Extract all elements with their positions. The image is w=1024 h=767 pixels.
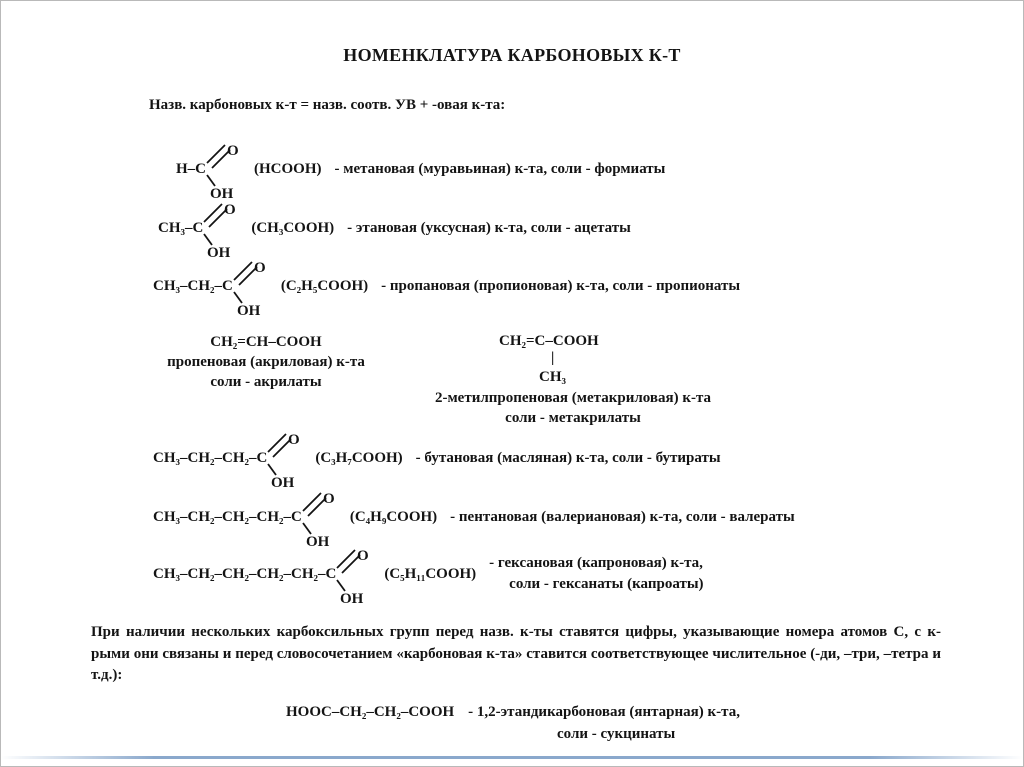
chain-formula: CH₃–CH₂–CH₂–C xyxy=(153,449,268,466)
carboxyl-group-diagram xyxy=(302,486,340,548)
carboxyl-group-diagram xyxy=(267,427,305,489)
hydroxyl-label: OH xyxy=(340,591,364,607)
succinic-formula: HOOC–CH₂–CH₂–COOH xyxy=(286,704,455,720)
condensed-formula: (C₃H₇COOH) xyxy=(315,449,403,466)
double-bond-line xyxy=(204,204,222,222)
oxygen-label: O xyxy=(322,491,335,507)
chain-formula: CH₃–CH₂–CH₂–CH₂–CH₂–C xyxy=(153,565,337,582)
acid-description: - пропановая (пропионовая) к-та, соли - пропионаты xyxy=(381,277,741,294)
oxygen-label: O xyxy=(288,432,300,448)
intro-text: Назв. карбоновых к-т = назв. соотв. УВ + -овая к-та: xyxy=(149,97,506,113)
chain-formula: H–C xyxy=(176,160,206,177)
methacrylic-formula: CH₂=C–COOH xyxy=(499,333,599,349)
carboxyl-group-diagram xyxy=(233,255,271,317)
oxygen-label: O xyxy=(357,548,369,564)
acid-row-propionic xyxy=(153,255,740,317)
acrylic-salts: соли - акрилаты xyxy=(210,374,322,390)
hydroxyl-label: OH xyxy=(236,303,261,319)
acid-description: - метановая (муравьиная) к-та, соли - формиаты xyxy=(334,160,666,177)
chain-formula: CH₃–CH₂–C xyxy=(153,277,233,294)
acid-description: - этановая (уксусная) к-та, соли - ацетаты xyxy=(347,219,631,236)
acid-description xyxy=(489,553,703,595)
branch-methyl-group: CH₃ xyxy=(539,369,566,385)
succinic-description: - 1,2-этандикарбоновая (янтарная) к-та, xyxy=(468,704,740,720)
polycarboxylic-paragraph: При наличии нескольких карбоксильных групп перед назв. к-ты ставятся цифры, указывающие номера атомов С, с к-рыми они связаны и перед словосочетанием «карбоновая к-та» ставится соответствующее числительное (-ди, –три, –тетра и т.д.): xyxy=(91,624,941,683)
acrylic-formula: CH₂=CH–COOH xyxy=(210,334,322,350)
acid-description-line1: - гексановая (капроновая) к-та, xyxy=(489,555,703,571)
acrylic-acid-block xyxy=(141,332,391,392)
hydroxyl-label: OH xyxy=(207,245,231,261)
carboxyl-group-diagram xyxy=(203,197,241,259)
acid-row-valeric xyxy=(153,486,795,548)
acrylic-name: пропеновая (акриловая) к-та xyxy=(167,354,365,370)
succinic-salts: соли - сукцинаты xyxy=(557,726,676,742)
acid-row-caproic xyxy=(153,543,704,605)
condensed-formula: (CH₃COOH) xyxy=(251,219,335,236)
oxygen-label: O xyxy=(253,260,266,276)
chain-formula: CH₃–CH₂–CH₂–CH₂–C xyxy=(153,508,302,525)
double-bond-line xyxy=(303,493,321,511)
hydroxyl-bond-line xyxy=(204,234,212,245)
hydroxyl-bond-line xyxy=(303,523,311,534)
branch-bond: | xyxy=(551,350,555,366)
oxygen-label: O xyxy=(227,143,239,159)
succinic-example-row xyxy=(286,704,740,721)
condensed-formula: (HCOOH) xyxy=(254,160,322,177)
hydroxyl-label: OH xyxy=(210,186,234,202)
page-title: НОМЕНКЛАТУРА КАРБОНОВЫХ К-Т xyxy=(343,45,681,65)
hydroxyl-bond-line xyxy=(207,175,215,186)
hydroxyl-bond-line xyxy=(268,464,276,475)
acid-description-line2: соли - гексанаты (капроаты) xyxy=(509,576,704,592)
double-bond-line xyxy=(337,550,355,568)
acid-description: - бутановая (масляная) к-та, соли - бутираты xyxy=(415,449,721,466)
acid-row-acetic xyxy=(158,197,631,259)
acid-description: - пентановая (валериановая) к-та, соли - валераты xyxy=(450,508,795,525)
hydroxyl-label: OH xyxy=(271,475,295,491)
double-bond-line xyxy=(234,262,252,280)
methacrylic-name: 2-метилпропеновая (метакриловая) к-та xyxy=(434,390,712,406)
chain-formula: CH₃–C xyxy=(158,219,204,236)
condensed-formula: (C₂H₅COOH) xyxy=(280,277,369,294)
acid-row-formic xyxy=(176,138,665,200)
condensed-formula: (C₄H₉COOH) xyxy=(349,508,438,525)
slide-bottom-accent xyxy=(1,756,1023,759)
methacrylic-salts: соли - метакрилаты xyxy=(505,410,641,426)
oxygen-label: O xyxy=(224,202,237,218)
hydroxyl-bond-line xyxy=(234,292,242,303)
double-bond-line xyxy=(268,434,286,452)
double-bond-line xyxy=(207,145,225,163)
carboxyl-group-diagram xyxy=(336,543,374,605)
carboxyl-group-diagram xyxy=(206,138,244,200)
hydroxyl-label: OH xyxy=(305,534,330,550)
condensed-formula: (C₅H₁₁COOH) xyxy=(384,565,477,582)
hydroxyl-bond-line xyxy=(337,580,345,591)
acid-row-butyric xyxy=(153,427,721,489)
